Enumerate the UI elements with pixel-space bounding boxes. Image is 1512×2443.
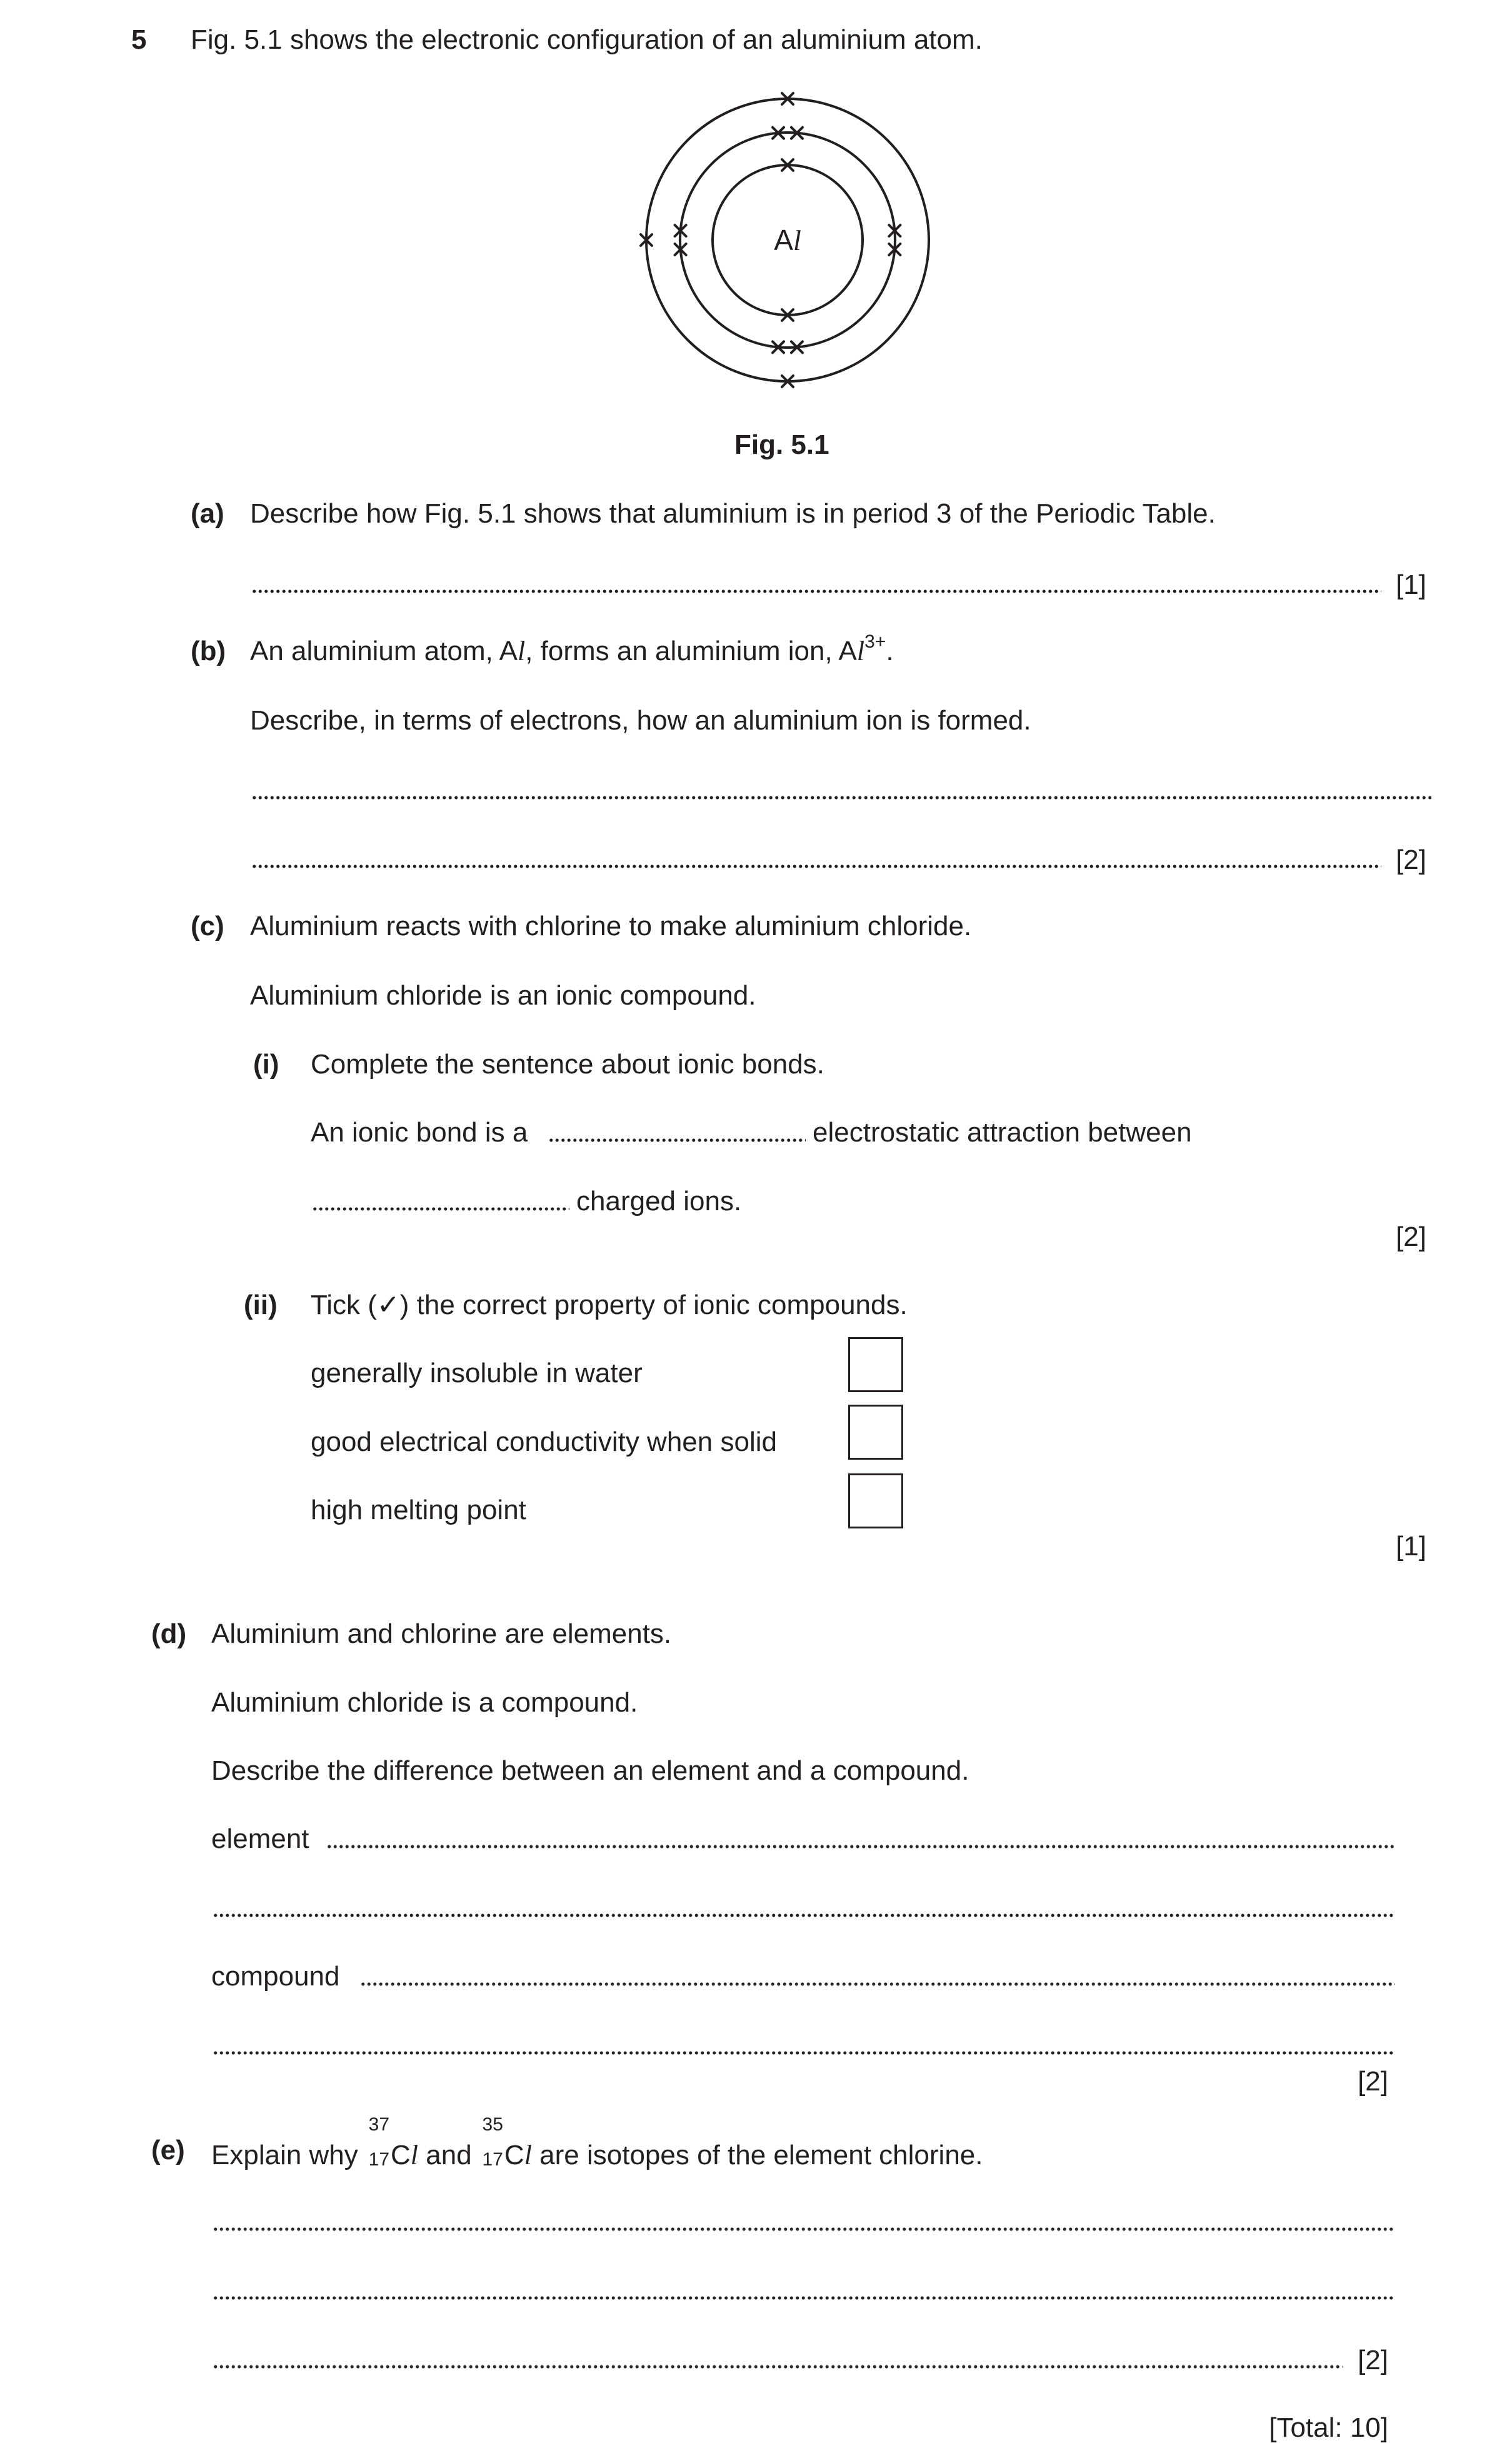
sentence-end: charged ions. [576, 1186, 742, 1216]
part-d-label: (d) [151, 1618, 187, 1649]
part-c-line-2: Aluminium chloride is an ionic compound. [250, 980, 756, 1011]
part-c-i-label: (i) [253, 1049, 279, 1080]
part-b-prompt: Describe, in terms of electrons, how an aluminium ion is formed. [250, 705, 1031, 736]
question-number: 5 [131, 24, 147, 55]
part-d-marks: [2] [1358, 2066, 1388, 2097]
answer-line-e-1[interactable] [213, 2227, 1395, 2232]
answer-line-element-2[interactable] [213, 1913, 1395, 1918]
option-2-label: good electrical conductivity when solid [311, 1427, 777, 1457]
total-marks: [Total: 10] [1269, 2412, 1388, 2443]
answer-line-compound-1[interactable] [360, 1982, 1395, 1987]
answer-line-compound-2[interactable] [213, 2050, 1395, 2055]
compound-label: compound [211, 1961, 340, 1992]
answer-line-e-3[interactable] [213, 2364, 1343, 2369]
sentence-mid: electrostatic attraction between [813, 1117, 1192, 1148]
part-e-marks: [2] [1358, 2345, 1388, 2375]
part-e-label: (e) [151, 2135, 185, 2165]
option-2-checkbox[interactable] [848, 1405, 903, 1460]
option-3-label: high melting point [311, 1495, 526, 1525]
answer-line-e-2[interactable] [213, 2295, 1395, 2300]
part-a-label: (a) [191, 498, 224, 529]
option-1-checkbox[interactable] [848, 1337, 903, 1392]
option-3-checkbox[interactable] [848, 1473, 903, 1528]
part-d-line-3: Describe the difference between an element and a compound. [211, 1755, 969, 1786]
part-a-text: Describe how Fig. 5.1 shows that aluminium is in period 3 of the Periodic Table. [250, 498, 1216, 529]
element-label: element [211, 1823, 309, 1854]
isotope-chlorine-37: 37 17 [368, 2114, 390, 2170]
part-b-label: (b) [191, 636, 226, 666]
blank-2[interactable] [312, 1206, 569, 1211]
figure-caption: Fig. 5.1 [734, 429, 829, 460]
part-b-text: An aluminium atom, Al, forms an aluminium ion, $Al^{3+}$. [250, 631, 894, 666]
part-c-ii-marks: [1] [1396, 1531, 1426, 1562]
part-b-marks: [2] [1396, 845, 1426, 875]
nucleus-symbol: Al [774, 224, 801, 256]
part-e-text: Explain why 37 17 Cl and 35 17 Cl are isotopes of the element chlorine. [211, 2114, 983, 2170]
ion-charge: 3+ [864, 631, 886, 653]
part-c-line-1: Aluminium reacts with chlorine to make aluminium chloride. [250, 911, 972, 941]
answer-line-b-2[interactable] [251, 864, 1381, 869]
option-1-label: generally insoluble in water [311, 1358, 643, 1388]
part-c-i-marks: [2] [1396, 1222, 1426, 1252]
electron-shell-diagram [613, 81, 963, 406]
isotope-chlorine-35: 35 17 [482, 2114, 503, 2170]
answer-line-element-1[interactable] [326, 1844, 1395, 1849]
part-c-i-text: Complete the sentence about ionic bonds. [311, 1049, 824, 1080]
answer-line-b-1[interactable] [251, 795, 1431, 800]
sentence-start: An ionic bond is a [311, 1117, 528, 1148]
part-d-line-2: Aluminium chloride is a compound. [211, 1687, 638, 1718]
blank-1[interactable] [548, 1138, 806, 1143]
part-a-marks: [1] [1396, 569, 1426, 600]
part-d-line-1: Aluminium and chlorine are elements. [211, 1618, 672, 1649]
question-intro: Fig. 5.1 shows the electronic configuration of an aluminium atom. [191, 24, 983, 55]
part-c-ii-text: Tick (✓) the correct property of ionic compounds. [311, 1290, 908, 1320]
part-c-label: (c) [191, 911, 224, 941]
answer-line-a[interactable] [251, 589, 1381, 594]
part-c-ii-label: (ii) [244, 1290, 278, 1320]
